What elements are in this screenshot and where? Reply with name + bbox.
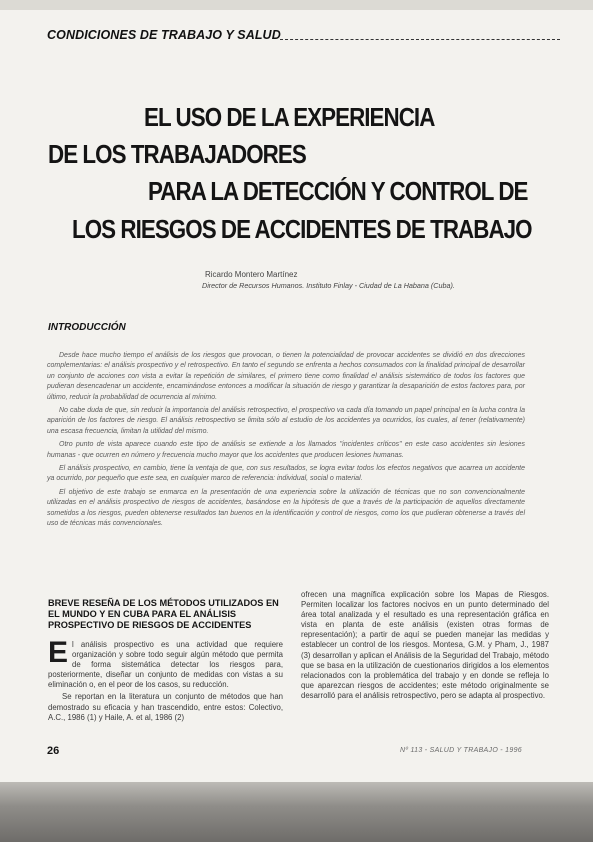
brief-review-paragraph-1 [48,636,283,690]
right-column [301,590,549,701]
intro-paragraph: Desde hace mucho tiempo el análisis de los riesgos que provocan, o tienen la potencialidad de provocar accidentes se dividió en dos direcciones complementarias: el análisis prospectivo y el retrospectivo. En tanto el segundo se enfrenta a hechos consumados con la finalidad principal de desarrollar un conjunto de acciones con vista a evitar la repetición de similares, el primero tiene como finalidad el análisis sistemático de todos los factores que pudieran desencadenar un accidente, encaminándose entonces a modificar la situación de riesgo y garantizar la desaparición de estos factores para, por último, reducir la probabilidad de ocurrencia al mínimo. [47,352,525,401]
title-line-1: EL USO DE LA EXPERIENCIA [144,102,435,132]
introduction-body [47,351,525,533]
introduction-heading: INTRODUCCIÓN [48,322,126,333]
title-line-3: PARA LA DETECCIÓN Y CONTROL DE [148,176,528,206]
drop-cap: E [48,636,69,669]
title-line-2: DE LOS TRABAJADORES [48,139,306,169]
journal-footer: Nº 113 - SALUD Y TRABAJO - 1996 [400,747,522,754]
header-rule [280,39,560,40]
intro-paragraph: El análisis prospectivo, en cambio, tiene la ventaja de que, con sus resultados, se logra evitar todos los efectos negativos que acarrea un accidente ya ocurrido, por pequeño que este sea, en cualquier marco de referencia: individual, social o material. [47,465,525,483]
scan-edge [0,0,593,10]
author-name: Ricardo Montero Martínez [205,270,298,279]
paragraph-1-text: l análisis prospectivo es una actividad que requiere organización y sobre todo seguir algún método que permita de forma sistemática detectar los riesgos para, posteriormente, diseñar un conjunto de medidas con vistas a su eliminación o, en el peor de los casos, su reducción. [48,640,283,690]
left-column [48,598,283,723]
intro-paragraph: Otro punto de vista aparece cuando este tipo de análisis se extiende a los llamados "incidentes críticos" en este caso accidentes sin lesiones humanas - que ocurren en número y frecuencia mucho mayor que los accidentes que producen lesiones humanas. [47,441,525,459]
author-affiliation: Director de Recursos Humanos. Instituto Finlay - Ciudad de La Habana (Cuba). [202,281,455,290]
right-column-paragraph: ofrecen una magnífica explicación sobre los Mapas de Riesgos. Permiten localizar los factores nocivos en un punto determinado del área total analizada y el resultado es una representación gráfica en vista en planta de este análisis (existen otras formas de representación); a partir de aquí se pueden manejar las medidas y establecer un control de los riesgos. Montesa, G.M. y Pham, J., 1987 (3) desarrollan y aplican el Análisis de la Seguridad del Trabajo, método que se basa en la utilización de cuestionarios dirigidos a los elementos relacionados con la problemática del trabajo y en donde se refleja lo que aparezcan riesgos de accidentes; este método originalmente se desarrolló para el análisis retrospectivo, pero se adapta al prospectivo. [301,590,549,700]
intro-paragraph: No cabe duda de que, sin reducir la importancia del análisis retrospectivo, el prospectivo va cada día tomando un papel principal en la lucha contra la aparición de los factores de riesgo. El análisis retrospectivo se limita sólo al estudio de los accidentes ya ocurridos, los cuales, al tener (relativamente) una escasa frecuencia, limitan la utilidad del mismo. [47,407,525,435]
intro-paragraph: El objetivo de este trabajo se enmarca en la presentación de una experiencia sobre la utilización de técnicas que no son convencionalmente utilizadas en el análisis prospectivo de riesgos de accidentes, basándose en la hipótesis de que a través de la participación de aquellos directamente sometidos a los riesgos, pueden obtenerse resultados tan buenos en la identificación y control de riesgos, como los que pudieran obtenerse a través del uso de técnicas más convencionales. [47,488,525,528]
brief-review-paragraph-2: Se reportan en la literatura un conjunto de métodos que han demostrado su eficacia y han trascendido, entre estos: Colectivo, A.C., 1986 (1) y Haile, A. et al, 1986 (2) [48,692,283,722]
brief-review-heading: BREVE RESEÑA DE LOS MÉTODOS UTILIZADOS EN EL MUNDO Y EN CUBA PARA EL ANÁLISIS PROSPECTIVO DE RIESGOS DE ACCIDENTES [48,598,279,630]
page-number: 26 [47,745,60,757]
section-header: CONDICIONES DE TRABAJO Y SALUD [47,28,281,42]
title-line-4: LOS RIESGOS DE ACCIDENTES DE TRABAJO [72,214,532,244]
scan-shadow [0,782,593,842]
